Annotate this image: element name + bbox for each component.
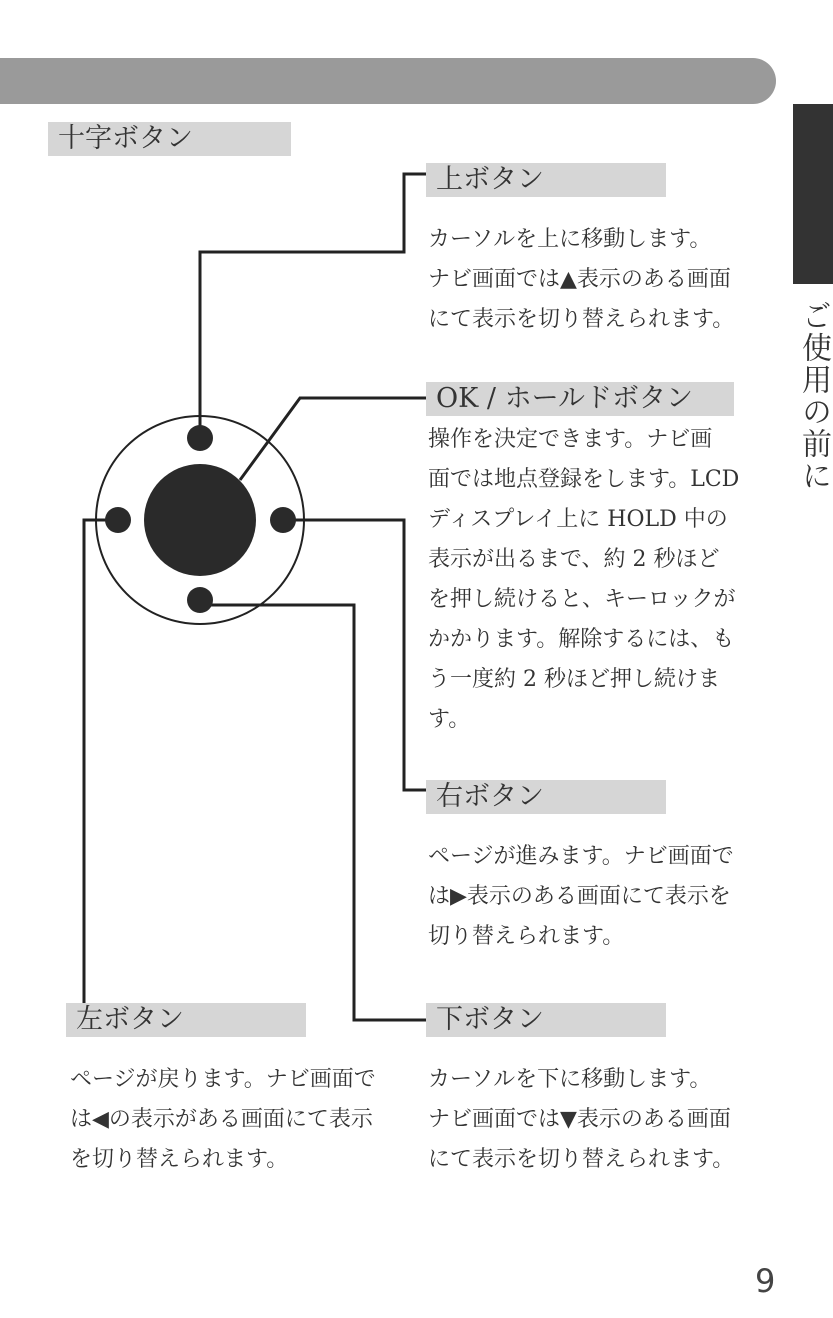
- left-button-dot: [105, 507, 131, 533]
- down-button-description: カーソルを下に移動します。 ナビ画面では▼表示のある画面 にて表示を切り替えられます。: [428, 1067, 735, 1172]
- right-button-dot: [270, 507, 296, 533]
- leader-ok: [240, 398, 426, 480]
- side-section-label: ご使用の前に: [796, 300, 831, 492]
- leader-left: [84, 520, 118, 1005]
- section-title: 十字ボタン: [48, 122, 291, 156]
- up-button-title: 上ボタン: [426, 163, 666, 197]
- left-button-title: 左ボタン: [66, 1003, 306, 1037]
- right-button-title: 右ボタン: [426, 780, 666, 814]
- ok-button-title: OK / ホールドボタン: [426, 382, 734, 416]
- down-button-dot: [187, 587, 213, 613]
- right-button-description: ページが進みます。ナビ画面で は▶表示のある画面にて表示を 切り替えられます。: [428, 844, 734, 949]
- left-button-description: ページが戻ります。ナビ画面で は◀の表示がある画面にて表示 を切り替えられます。: [70, 1067, 376, 1172]
- down-button-title: 下ボタン: [426, 1003, 666, 1037]
- page-number: 9: [755, 1262, 776, 1300]
- up-button-dot: [187, 425, 213, 451]
- ok-button-center: [144, 464, 256, 576]
- ok-button-description: 操作を決定できます。ナビ画 面では地点登録をします。LCD ディスプレイ上に HOLD 中の 表示が出るまで、約 2 秒ほど を押し続けると、キーロックが かかります。解除するには、も う一度約 2 秒ほど押し続けま す。: [428, 427, 740, 732]
- up-button-description: カーソルを上に移動します。 ナビ画面では▲表示のある画面 にて表示を切り替えられます。: [428, 227, 735, 332]
- leader-down: [200, 605, 426, 1020]
